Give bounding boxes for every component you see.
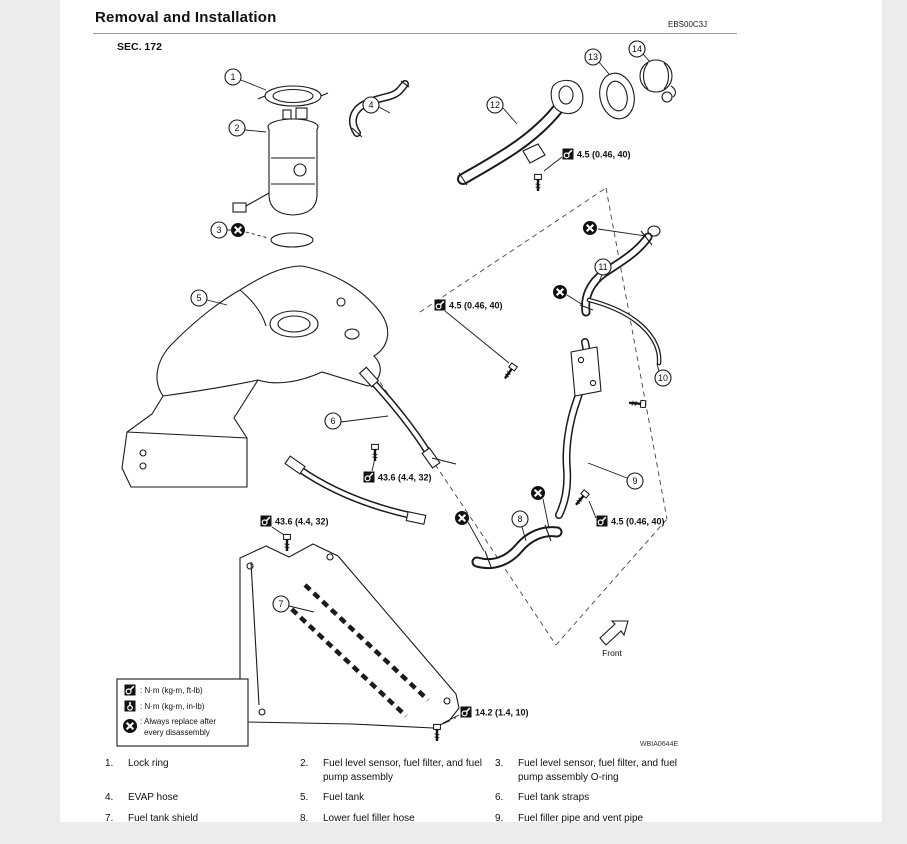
pump-o-ring <box>271 233 313 247</box>
torque-ftlb-icon <box>563 149 574 160</box>
doc-code: EBS00C3J <box>668 20 708 29</box>
part-item-8 <box>300 812 495 826</box>
callout-1 <box>225 69 241 85</box>
part-item-6 <box>495 791 710 805</box>
section-label: SEC. 172 <box>117 41 162 53</box>
torque-inlb-icon <box>125 701 136 712</box>
torque-spec <box>261 516 329 536</box>
torque-ftlb-icon <box>364 472 375 483</box>
lock-ring <box>258 86 328 106</box>
callout-7 <box>273 596 289 612</box>
filler-neck <box>459 80 583 185</box>
bolt-icon <box>434 724 441 741</box>
callout-10 <box>655 370 671 386</box>
bolt-icon <box>535 174 542 191</box>
callout-12 <box>487 97 503 113</box>
torque-spec <box>364 458 432 483</box>
callout-number: 2 <box>234 123 240 133</box>
lower-filler-hose <box>477 525 557 567</box>
part-number: 9. <box>495 812 504 824</box>
torque-value: 43.6 (4.4, 32) <box>378 472 432 483</box>
part-number: 2. <box>300 758 309 769</box>
evap-hose <box>352 81 409 137</box>
part-name: Lock ring <box>128 758 169 769</box>
callout-13 <box>585 49 601 65</box>
callout-14 <box>629 41 645 57</box>
part-number: 7. <box>105 812 114 824</box>
part-item-7 <box>105 812 300 826</box>
callout-number: 3 <box>216 225 222 235</box>
callout-9 <box>627 473 643 489</box>
bolt-icon <box>502 363 517 380</box>
fuel-cap <box>640 60 675 102</box>
part-number: 8. <box>300 812 309 824</box>
always-replace-icon <box>231 223 245 237</box>
legend-ftlb-label: : N·m (kg-m, ft-lb) <box>140 686 203 695</box>
callout-number: 8 <box>517 514 523 524</box>
torque-ftlb-icon <box>125 685 136 696</box>
always-replace-icon <box>553 285 567 299</box>
torque-ftlb-icon <box>435 300 446 311</box>
part-item-3 <box>495 757 710 784</box>
always-replace-icon <box>531 486 545 500</box>
legend-replace-label-1: : Always replace after <box>140 717 217 726</box>
bolt-icon <box>573 490 589 507</box>
torque-value: 4.5 (0.46, 40) <box>577 149 631 160</box>
torque-spec <box>435 300 510 364</box>
parts-list <box>105 757 725 825</box>
figure-id: WBIA0644E <box>640 741 679 748</box>
callout-2 <box>229 120 245 136</box>
fuel-tank-shield <box>240 544 459 728</box>
part-number: 3. <box>495 758 504 769</box>
vent-pipe <box>589 300 659 363</box>
part-item-5 <box>300 791 495 805</box>
part-number: 6. <box>495 792 504 803</box>
bolt-icon <box>629 399 646 407</box>
always-replace-icon <box>583 221 597 235</box>
callout-number: 12 <box>489 100 501 110</box>
torque-inlb-icon <box>461 707 472 718</box>
callout-number: 6 <box>330 416 336 426</box>
torque-spec <box>589 501 665 527</box>
callout-4 <box>363 97 379 113</box>
callout-number: 13 <box>587 52 599 62</box>
part-name: Lower fuel filler hose <box>323 812 415 824</box>
part-name: Fuel level sensor, fuel filter, and fuel pump assembly <box>323 758 482 783</box>
part-name: Fuel tank straps <box>518 792 590 803</box>
callout-6 <box>325 413 341 429</box>
callout-number: 9 <box>632 476 638 486</box>
part-number: 5. <box>300 792 309 803</box>
part-number: 4. <box>105 792 114 803</box>
callout-number: 11 <box>598 262 608 272</box>
page-title: Removal and Installation <box>95 9 277 26</box>
filler-grommet <box>596 70 639 122</box>
symbol-legend <box>117 679 248 746</box>
callout-number: 5 <box>196 293 202 303</box>
legend-inlb-label: : N·m (kg-m, in-lb) <box>140 702 205 711</box>
part-item-1 <box>105 757 300 784</box>
torque-ftlb-icon <box>597 516 608 527</box>
callout-number: 10 <box>657 373 669 383</box>
part-item-2 <box>300 757 495 784</box>
torque-value: 43.6 (4.4, 32) <box>275 516 329 527</box>
torque-value: 4.5 (0.46, 40) <box>449 300 503 311</box>
always-replace-icon <box>455 511 469 525</box>
part-name: Fuel tank shield <box>128 812 199 824</box>
callout-8 <box>512 511 528 527</box>
part-item-4 <box>105 791 300 805</box>
callout-number: 14 <box>631 44 643 54</box>
front-label: Front <box>602 648 622 658</box>
callout-3 <box>211 222 227 238</box>
callout-5 <box>191 290 207 306</box>
part-name: Fuel filler pipe and vent pipe <box>518 812 644 824</box>
torque-value: 14.2 (1.4, 10) <box>475 707 529 718</box>
torque-ftlb-icon <box>261 516 272 527</box>
callout-11 <box>595 259 611 275</box>
callout-number: 4 <box>368 100 374 110</box>
fuel-tank-straps <box>285 367 456 524</box>
part-name: Fuel level sensor, fuel filter, and fuel pump assembly O-ring <box>518 758 677 783</box>
front-arrow <box>600 621 628 658</box>
part-number: 1. <box>105 758 114 769</box>
part-name: Fuel tank <box>323 792 365 803</box>
part-item-9 <box>495 812 710 826</box>
torque-spec <box>544 149 631 172</box>
legend-replace-label-2: every disassembly <box>144 728 210 737</box>
part-name: EVAP hose <box>128 792 179 803</box>
filler-pipe <box>559 342 601 515</box>
fuel-tank <box>122 266 388 487</box>
torque-value: 4.5 (0.46, 40) <box>611 516 665 527</box>
callout-number: 1 <box>230 72 236 82</box>
fuel-pump-assembly <box>233 108 318 215</box>
always-replace-icon <box>123 719 137 733</box>
bolt-icon <box>284 534 291 551</box>
callout-number: 7 <box>278 599 284 609</box>
